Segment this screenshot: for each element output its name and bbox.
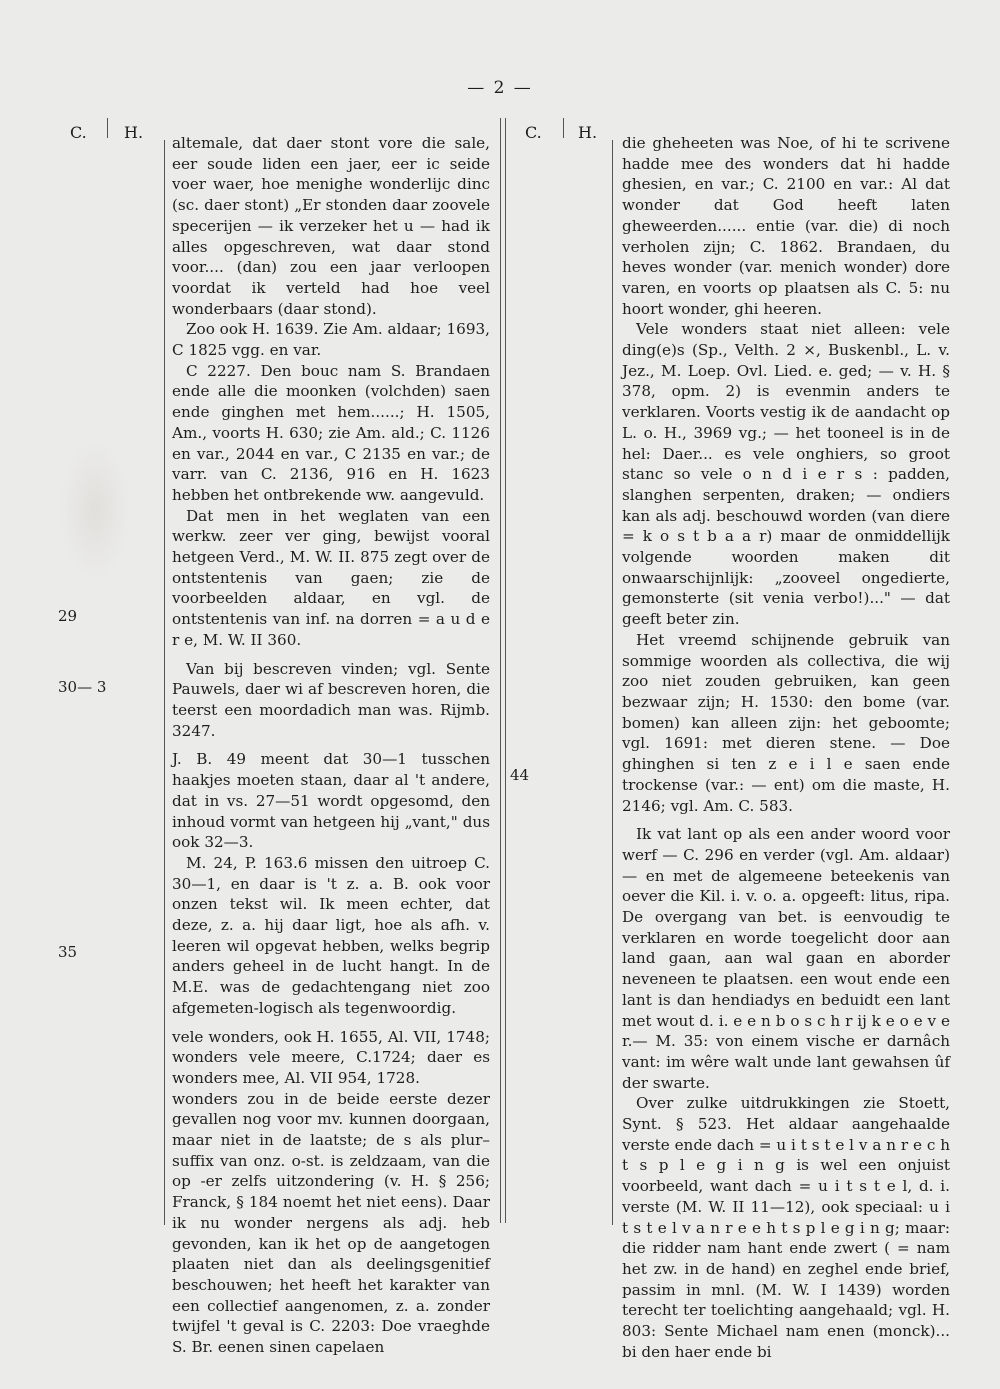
left-paragraph-3: C 2227. Den bouc nam S. Brandaen ende alle die moonken (volchden) saen ende ginghen met hem......; H. 1505, Am., voorts H. 630; zie Am. ald.; C. 1126 en var., 2044 en var., C 2135 en var.; de varr. van C. 2136, 916 en H. 1623 hebben het ontbrekende ww. aangevuld. <box>172 361 490 504</box>
right-paragraph-2: Vele wonders staat niet alleen: vele ding(e)s (Sp., Velth. 2 ×, Buskenbl., L. v. Jez., M. Loep. Ovl. Lied. e. ged; — v. H. § 378, opm. 2) is evenmin anders te verklaren. Voorts vestig ik de aandacht op L. o. H., 3969 vg.; — het tooneel is in de hel: Daer... es vele onghiers, so groot stanc so vele o n d i e r s : padden, slanghen serpenten, draken; — ondiers kan als adj. beschouwd worden (van diere = k o s t b a a r) maar de onmiddellijk volgende woorden maken dit onwaarschijnlijk: „zooveel ongedierte, gemonsterte (sit venia verbo!)..." — dat geeft beter zin. <box>622 320 950 629</box>
center-rule-2 <box>505 118 506 1223</box>
left-paragraph-7: M. 24, P. 163.6 missen den uitroep C. 30—1, en daar is 't z. a. B. ook voor onzen tekst wil. Ik meen echter, dat deze, z. a. hij daar ligt, hoe als afh. v. leeren wil opgevat hebben, welks begrip anders geheel in de lucht hangt. In de M.E. was de gedachtengang niet zoo afgemeten-logisch als tegenwoordig. <box>172 853 490 1017</box>
right-column-rule <box>612 140 613 1225</box>
left-paragraph-2: Zoo ook H. 1639. Zie Am. aldaar; 1693, C 1825 vgg. en var. <box>172 320 490 360</box>
right-paragraph-4: Ik vat lant op als een ander woord voor werf — C. 296 en verder (vgl. Am. aldaar) — en met de algemeene beteekenis van oever die Kil. i. v. o. a. opgeeft: litus, ripa. De overgang van bet. is eenvoudig te verklaren en worde toegelicht door aan land gaan, aan wal gaan en aborder neveneen te plaatsen. een wout ende een lant is dan hendiadys en beduidt een lant met wout d. i. e e n b o s c h r ij k e o e v e r.— M. 35: von einem vische er darnâch vant: im wêre walt unde lant gewahsen ûf der swarte. <box>622 825 950 1092</box>
left-column-rule <box>164 140 165 1225</box>
line-number-44: 44 <box>510 766 530 784</box>
line-number-29: 29 <box>58 607 78 625</box>
right-paragraph-1: die gheheeten was Noe, of hi te scrivene hadde mee des wonders dat hi hadde ghesien, en var.; C. 2100 en var.: Al dat wonder dat God heeft laten gheweerden...... entie (var. die) di noch verholen zijn; C. 1862. Brandaen, du heves wonder (var. menich wonder) dore varen, en voorts op plaatsen als C. 5: nu hoort wonder, ghi heeren. <box>622 134 950 318</box>
paper-stain <box>60 440 130 580</box>
right-header-divider <box>563 118 564 138</box>
center-rule-1 <box>500 118 501 1223</box>
left-paragraph-4: Dat men in het weglaten van een werkw. zeer ver ging, bewijst vooral hetgeen Verd., M. W. II. 875 zegt over de ontstentenis van gaen; zie de voorbeelden aldaar, en vgl. de ontstentenis van inf. na dorren = a u d e r e, M. W. II 360. <box>172 506 490 649</box>
right-header-c: C. <box>525 123 542 142</box>
left-paragraph-6: J. B. 49 meent dat 30—1 tusschen haakjes moeten staan, daar al 't andere, dat in vs. 27—51 wordt opgesomd, den inhoud vormt van hetgeen hij „vant," dus ook 32—3. <box>172 750 490 852</box>
left-header-h: H. <box>124 123 144 142</box>
left-header-divider <box>107 118 108 138</box>
left-header-c: C. <box>70 123 87 142</box>
right-column <box>622 133 950 1362</box>
line-number-35: 35 <box>58 943 78 961</box>
left-paragraph-8: vele wonders, ook H. 1655, Al. VII, 1748; wonders vele meere, C.1724; daer es wonders mee, Al. VII 954, 1728. <box>172 1027 490 1087</box>
left-paragraph-9: wonders zou in de beide eerste dezer gevallen nog voor mv. kunnen doorgaan, maar niet in de laatste; de s als plur–suffix van onz. o-st. is zeldzaam, van die op -er zelfs uitzondering (v. H. § 256; Franck, § 184 noemt het niet eens). Daar ik nu wonder nergens als adj. heb gevonden, kan ik het op de aangetogen plaaten niet dan als deelingsgenitief beschouwen; het heeft het karakter van een collectief aangenomen, z. a. zonder twijfel 't geval is C. 2203: Doe vraeghde S. Br. eenen sinen capelaen <box>172 1089 490 1357</box>
left-paragraph-5: Van bij bescreven vinden; vgl. Sente Pauwels, daer wi af bescreven horen, die teerst een moordadich man was. Rijmb. 3247. <box>172 659 490 740</box>
left-paragraph-1: altemale, dat daer stont vore die sale, eer soude liden een jaer, eer ic seide voer waer, hoe menighe wonderlijc dinc (sc. daer stont) „Er stonden daar zoovele specerijen — ik verzeker het u — had ik alles opgeschreven, wat daar stond voor.... (dan) zou een jaar verloopen voordat ik verteld had hoe veel wonderbaars (daar stond). <box>172 134 490 318</box>
right-header-h: H. <box>578 123 598 142</box>
line-number-30-3: 30— 3 <box>58 678 107 696</box>
right-paragraph-3: Het vreemd schijnende gebruik van sommige woorden als collectiva, die wij zoo niet zouden gebruiken, kan geen bezwaar zijn; H. 1530: den bome (var. bomen) kan alleen zijn: het geboomte; vgl. 1691: met dieren stene. — Doe ghinghen si ten z e i l e saen ende trockense (var.: — ent) om die maste, H. 2146; vgl. Am. C. 583. <box>622 630 950 815</box>
right-paragraph-5: Over zulke uitdrukkingen zie Stoett, Synt. § 523. Het aldaar aangehaalde verste ende dach = u i t s t e l v a n r e c h t s p l e g i n g is wel een onjuist voorbeeld, want dach = u i t s t e l, d. i. verste (M. W. II 11—12), ook speciaal: u i t s t e l v a n r e e h t s p l e g i n g; maar: die ridder nam hant ende zwert ( = nam het zw. in de hand) en zeghel ende brief, passim in mnl. (M. W. I 1439) worden terecht ter toelichting aangehaald; vgl. H. 803: Sente Michael nam enen (monck)... bi den haer ende bi <box>622 1094 950 1361</box>
left-column <box>172 133 490 1358</box>
page-number: — 2 — <box>467 78 533 98</box>
